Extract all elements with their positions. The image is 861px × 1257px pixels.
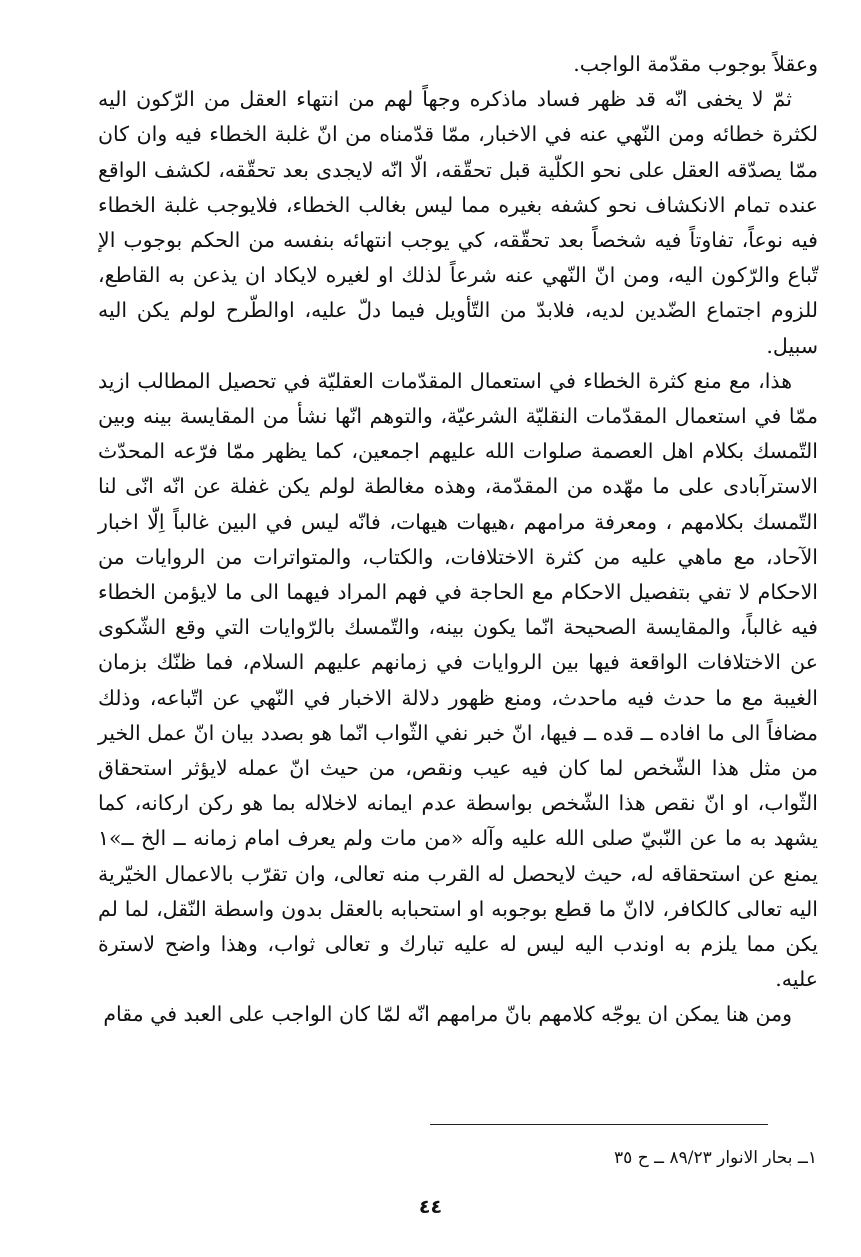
paragraph-3: هذا، مع منع كثرة الخطاء في استعمال المقدّمات العقليّة في تحصيل المطالب ازيد ممّا في استعمال المقدّمات النقليّة الشرعيّة، والتوهم انّها نشأ من المقايسة بينه وبين التّمسك بكلام اهل العصمة صلوات الله عليهم اجمعين، كما يظهر ممّا فرّعه المحدّث الاسترآبادى على ما مهّده من المقدّمة، وهذه مغالطة لولم يكن غفلة عن انّه انّى لنا التّمسك بكلامهم ، ومعرفة مرامهم ،هيهات هيهات، فانّه ليس في البين غالباً اِلّا اخبار الآحاد، مع ماهي عليه من كثرة الاختلافات، والكتاب، والمتواترات من الروايات من الاحكام لا تفي بتفصيل الاحكام مع الحاجة في فهم المراد فيهما الى ما لايؤمن الخطاء فيه غالباً، والمقايسة الصحيحة انّما يكون بينه، والتّمسك بالرّوايات التي وقع الشّكوى عن الاختلافات الواقعة فيها بين الروايات في زمانهم عليهم السلام، فما ظنّك بزمان الغيبة مع ما حدث فيه ماحدث، ومنع ظهور دلالة الاخبار في النّهي عن اتّباعه، وذلك مضافاً الى ما افاده ــ قده ــ فيها، انّ خبر نفي الثّواب انّما هو بصدد بيان انّ عمل الخير من مثل هذا الشّخص لما كان فيه عيب ونقص، من حيث انّ عمله لايؤثر استحقاق الثّواب، او انّ نقص هذا الشّخص بواسطة عدم ايمانه لاخلاله بما هو ركن اركانه، كما يشهد به ما عن النّبيّ صلى الله عليه وآله «من مات ولم يعرف امام زمانه ــ الخ ــ»١ يمنع عن استحقاقه له، حيث لايحصل له القرب منه تعالى، وان تقرّب بالاعمال الخيّرية اليه تعالى كالكافر، لاانّ ما قطع بوجوبه او استحبابه بالعقل بدون واسطة النّقل، لما لم يكن مما يلزم به اوندب اليه ليس له عليه تبارك و تعالى ثواب، وهذا واضح لاسترة عليه. <box>98 368 818 992</box>
body-text <box>98 47 818 1033</box>
paragraph-2: ثمّ لا يخفى انّه قد ظهر فساد ماذكره وجهاً لهم من انتهاء العقل من الرّكون اليه لكثرة خطائه ومن النّهي عنه في الاخبار، ممّا قدّمناه من انّ غلبة الخطاء فيه وان كان ممّا يصدّقه العقل على نحو الكلّية قبل تحقّقه، الّا انّه لايجدى بعد تحقّقه، لكشف الواقع عنده تمام الانكشاف نحو كشفه بغيره مما ليس بغالب الخطاء، فلايوجب غلبة الخطاء فيه نوعاً، تفاوتاً فيه شخصاً بعد تحقّقه، كي يوجب انتهائه بنفسه من الحكم بوجوب الإ تّباع والرّكون اليه، ومن انّ النّهي عنه شرعاً لذلك او لغيره لايكاد ان يذعن به القاطع، للزوم اجتماع الضّدين لديه، فلابدّ من التّأويل فيما دلّ عليه، اوالطّرح لولم يكن اليه سبيل. <box>98 87 818 358</box>
footnote: ١ــ بحار الانوار ٨٩/٢٣ ــ ح ٣٥ <box>614 1148 817 1168</box>
footnote-divider <box>430 1124 768 1125</box>
page-number: ٤٤ <box>418 1196 443 1218</box>
paragraph-4: ومن هنا يمكن ان يوجّه كلامهم بانّ مرامهم انّه لمّا كان الواجب على العبد في مقام <box>103 1002 792 1027</box>
paragraph-1: وعقلاً بوجوب مقدّمة الواجب. <box>573 52 818 76</box>
